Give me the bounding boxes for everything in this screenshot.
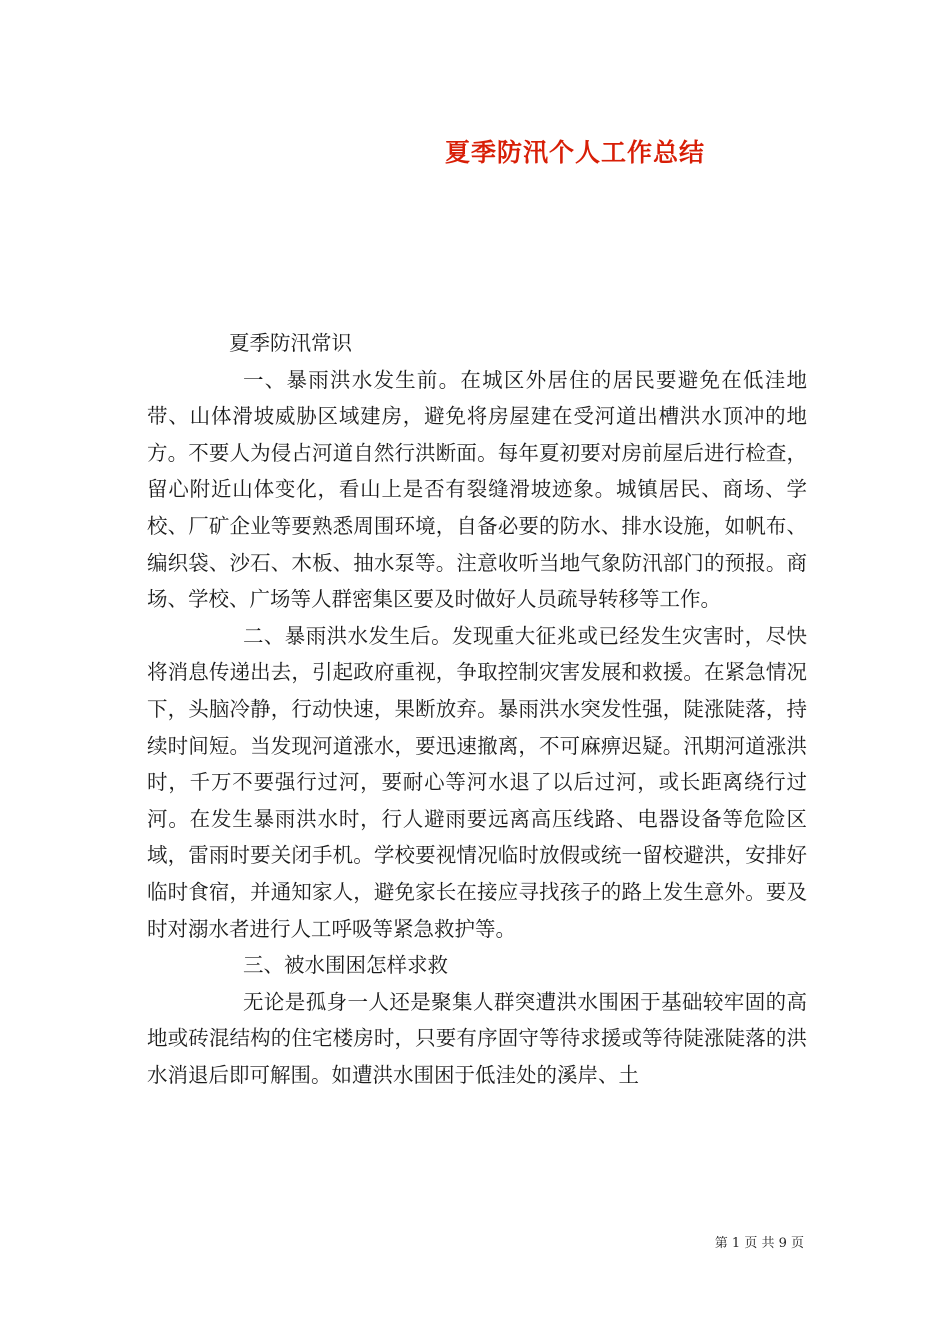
page-number: 第 1 页 共 9 页 — [714, 1236, 804, 1251]
paragraph-after-flood: 二、暴雨洪水发生后。发现重大征兆或已经发生灾害时，尽快将消息传递出去，引起政府重视，争取控制灾害发展和救援。在紧急情况下，头脑冷静，行动快速，果断放弃。暴雨洪水突发性强，陡涨陡落，持续时间短。当发现河道涨水，要迅速撤离，不可麻痹迟疑。汛期河道涨洪时，千万不要强行过河，要耐心等河水退了以后过河，或长距离绕行过河。在发生暴雨洪水时，行人避雨要远离高压线路、电器设备等危险区域，雷雨时要关闭手机。学校要视情况临时放假或统一留校避洪，安排好临时食宿，并通知家人，避免家长在接应寻找孩子的路上发生意外。要及时对溺水者进行人工呼吸等紧急救护等。 — [147, 623, 807, 941]
document-title: 夏季防汛个人工作总结 — [444, 138, 705, 167]
sub-heading-rescue: 三、被水围困怎样求救 — [243, 953, 448, 978]
section-heading: 夏季防汛常识 — [229, 331, 352, 355]
paragraph-before-flood: 一、暴雨洪水发生前。在城区外居住的居民要避免在低洼地带、山体滑坡威胁区域建房，避免将房屋建在受河道出槽洪水顶冲的地方。不要人为侵占河道自然行洪断面。每年夏初要对房前屋后进行检查，留心附近山体变化，看山上是否有裂缝滑坡迹象。城镇居民、商场、学校、厂矿企业等要熟悉周围环境，自备必要的防水、排水设施，如帆布、编织袋、沙石、木板、抽水泵等。注意收听当地气象防汛部门的预报。商场、学校、广场等人群密集区要及时做好人员疏导转移等工作。 — [147, 367, 807, 612]
paragraph-rescue: 无论是孤身一人还是聚集人群突遭洪水围困于基础较牢固的高地或砖混结构的住宅楼房时，只要有序固守等待求援或等待陡涨陡落的洪水消退后即可解围。如遭洪水围困于低洼处的溪岸、土 — [147, 989, 807, 1087]
document-body — [147, 325, 807, 1093]
